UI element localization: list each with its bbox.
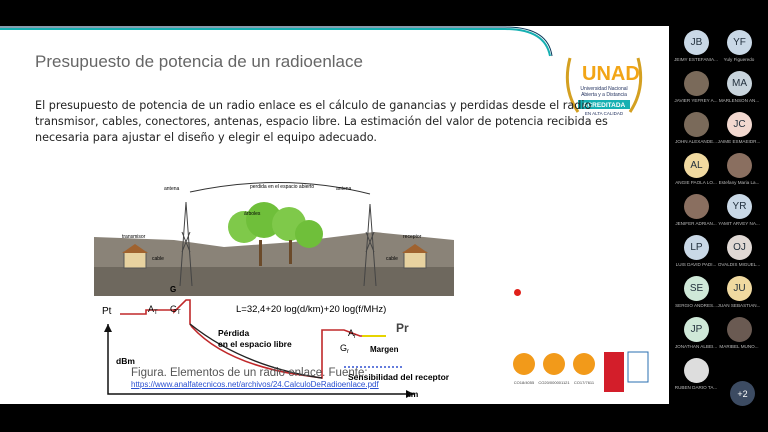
avatar: [684, 358, 709, 383]
participant-tile[interactable]: [715, 69, 763, 110]
unad-logo-text: UNAD: [582, 63, 640, 85]
tree: [295, 220, 323, 248]
participant-tile[interactable]: [672, 274, 720, 315]
participant-name: YAMIT ARVEY NA...: [718, 221, 760, 226]
cert-badge-icon: [573, 353, 595, 375]
great-place-badge-icon: [604, 352, 624, 392]
avatar: MA: [727, 71, 752, 96]
label-transmitter: transmisor: [122, 234, 146, 240]
participant-tile[interactable]: [672, 233, 720, 274]
logo-line-2: Abierta y a Distancia: [581, 92, 627, 98]
avatar: LP: [684, 235, 709, 260]
logo-line-1: Universidad Nacional: [580, 86, 628, 92]
recording-indicator: [514, 289, 521, 296]
label-ar: $A_r$: [348, 328, 357, 340]
label-gt: $G_T$: [170, 304, 181, 316]
participant-name: JOHN ALEXANDE...: [675, 139, 717, 144]
participant-name: JUAN SEBASTIAN...: [717, 303, 761, 308]
formula: L=32,4+20 log(d/km)+20 log(f/MHz): [236, 304, 387, 315]
participant-name: MARLENSON AN...: [718, 98, 760, 103]
participant-tile[interactable]: [672, 110, 720, 151]
participant-name: Estefany Maria La...: [718, 180, 760, 185]
participant-tile[interactable]: [715, 151, 763, 192]
participant-name: JONATHAN ALBEI...: [674, 344, 718, 349]
participant-tile[interactable]: [715, 274, 763, 315]
avatar: [727, 153, 752, 178]
participant-tile[interactable]: [672, 315, 720, 356]
participant-name: ANGIE PAOLA LO...: [675, 180, 717, 185]
label-km: km: [406, 389, 419, 399]
certification-badges: [512, 348, 657, 394]
logo-sub-text: EN ALTA CALIDAD: [584, 111, 624, 116]
label-dbm: dBm: [116, 356, 135, 366]
label-antena-right: antena: [336, 186, 352, 192]
participant-name: RUBEN DARIO TA...: [674, 385, 718, 390]
label-margin: Margen: [370, 345, 399, 354]
participant-tile[interactable]: [715, 110, 763, 151]
participant-tile[interactable]: [715, 315, 763, 356]
more-participants-button[interactable]: +2: [730, 381, 755, 406]
label-gr: $G_r$: [340, 343, 350, 355]
label-pt: Pt: [102, 306, 112, 317]
participant-name: JAVIER YEFREY A...: [674, 98, 718, 103]
participant-tile[interactable]: [715, 192, 763, 233]
participant-gallery: [671, 26, 768, 410]
cert-code: CO20/000001121: [538, 380, 570, 385]
avatar: [684, 71, 709, 96]
avatar: [727, 317, 752, 342]
receiver-house: [404, 252, 426, 268]
avatar: [684, 112, 709, 137]
presentation-slide: [0, 26, 669, 404]
cert-code: CO17/7611: [573, 380, 595, 385]
avatar: YR: [727, 194, 752, 219]
label-loss-1: Pérdida: [218, 328, 250, 338]
figure-caption: Figura. Elementos de un radio enlace. Fuente:: [131, 367, 368, 379]
slide-title: Presupuesto de potencia de un radioenlace: [35, 52, 363, 71]
participant-tile[interactable]: [672, 151, 720, 192]
label-at: $A_T$: [148, 304, 158, 316]
avatar: AL: [684, 153, 709, 178]
label-cable-right: cable: [386, 256, 398, 262]
avatar: JU: [727, 276, 752, 301]
participant-name: MARIBEL MUNO...: [719, 344, 759, 349]
participant-name: JENIFER ADRIAN...: [675, 221, 717, 226]
label-sensitivity: Sensibilidad del receptor: [348, 372, 450, 382]
slide-paragraph: El presupuesto de potencia de un radio enlace es el cálculo de ganancias y perdidas desde el radio transmisor, cables, conectores, antenas, espacio libre. La estimación del valor de potencia recibida es necesaria para ajustar el diseño y elegir el equipo adecuado.: [35, 99, 608, 144]
avatar: YF: [727, 30, 752, 55]
cert-badge-icon: [543, 353, 565, 375]
participant-tile[interactable]: [672, 192, 720, 233]
cert-badge-icon: [513, 353, 535, 375]
label-receiver: receptor: [403, 234, 422, 240]
avatar: [684, 194, 709, 219]
participant-tile[interactable]: [672, 69, 720, 110]
label-loss-2: en el espacio libre: [218, 339, 292, 349]
participant-name: Yuly Figueredo: [723, 57, 755, 62]
participant-tile[interactable]: [672, 28, 720, 69]
logo-ribbon-text: ACREDITADA: [582, 102, 626, 109]
avatar: JP: [684, 317, 709, 342]
participant-tile[interactable]: [715, 233, 763, 274]
label-pr: Pr: [396, 321, 409, 335]
transmitter-house: [124, 252, 146, 268]
label-antena-left: antena: [164, 186, 180, 192]
cert-code: CO18/4055: [513, 380, 535, 385]
avatar: OJ: [727, 235, 752, 260]
quality-badge-icon: [628, 352, 648, 382]
avatar: JC: [727, 112, 752, 137]
participant-name: SERGIO ANDRES...: [675, 303, 717, 308]
avatar: SE: [684, 276, 709, 301]
participant-tile[interactable]: [715, 28, 763, 69]
participant-name: OVALDIS MIGUEL...: [717, 262, 761, 267]
label-path-loss: perdida en el espacio abierto: [250, 184, 315, 190]
label-cable-left: cable: [152, 256, 164, 262]
participant-name: LUIS DAVID PADI...: [675, 262, 717, 267]
label-trees: árboles: [244, 211, 261, 217]
label-gt-top: G: [170, 285, 177, 294]
avatar: JB: [684, 30, 709, 55]
participant-name: JAIME ESMAEIDR...: [717, 139, 761, 144]
participant-name: JEIMY ESTEFANIA...: [674, 57, 718, 62]
participant-tile[interactable]: [672, 356, 720, 397]
source-link[interactable]: https://www.analfatecnicos.net/archivos/24.CalculoDeRadioenlace.pdf: [131, 380, 379, 389]
